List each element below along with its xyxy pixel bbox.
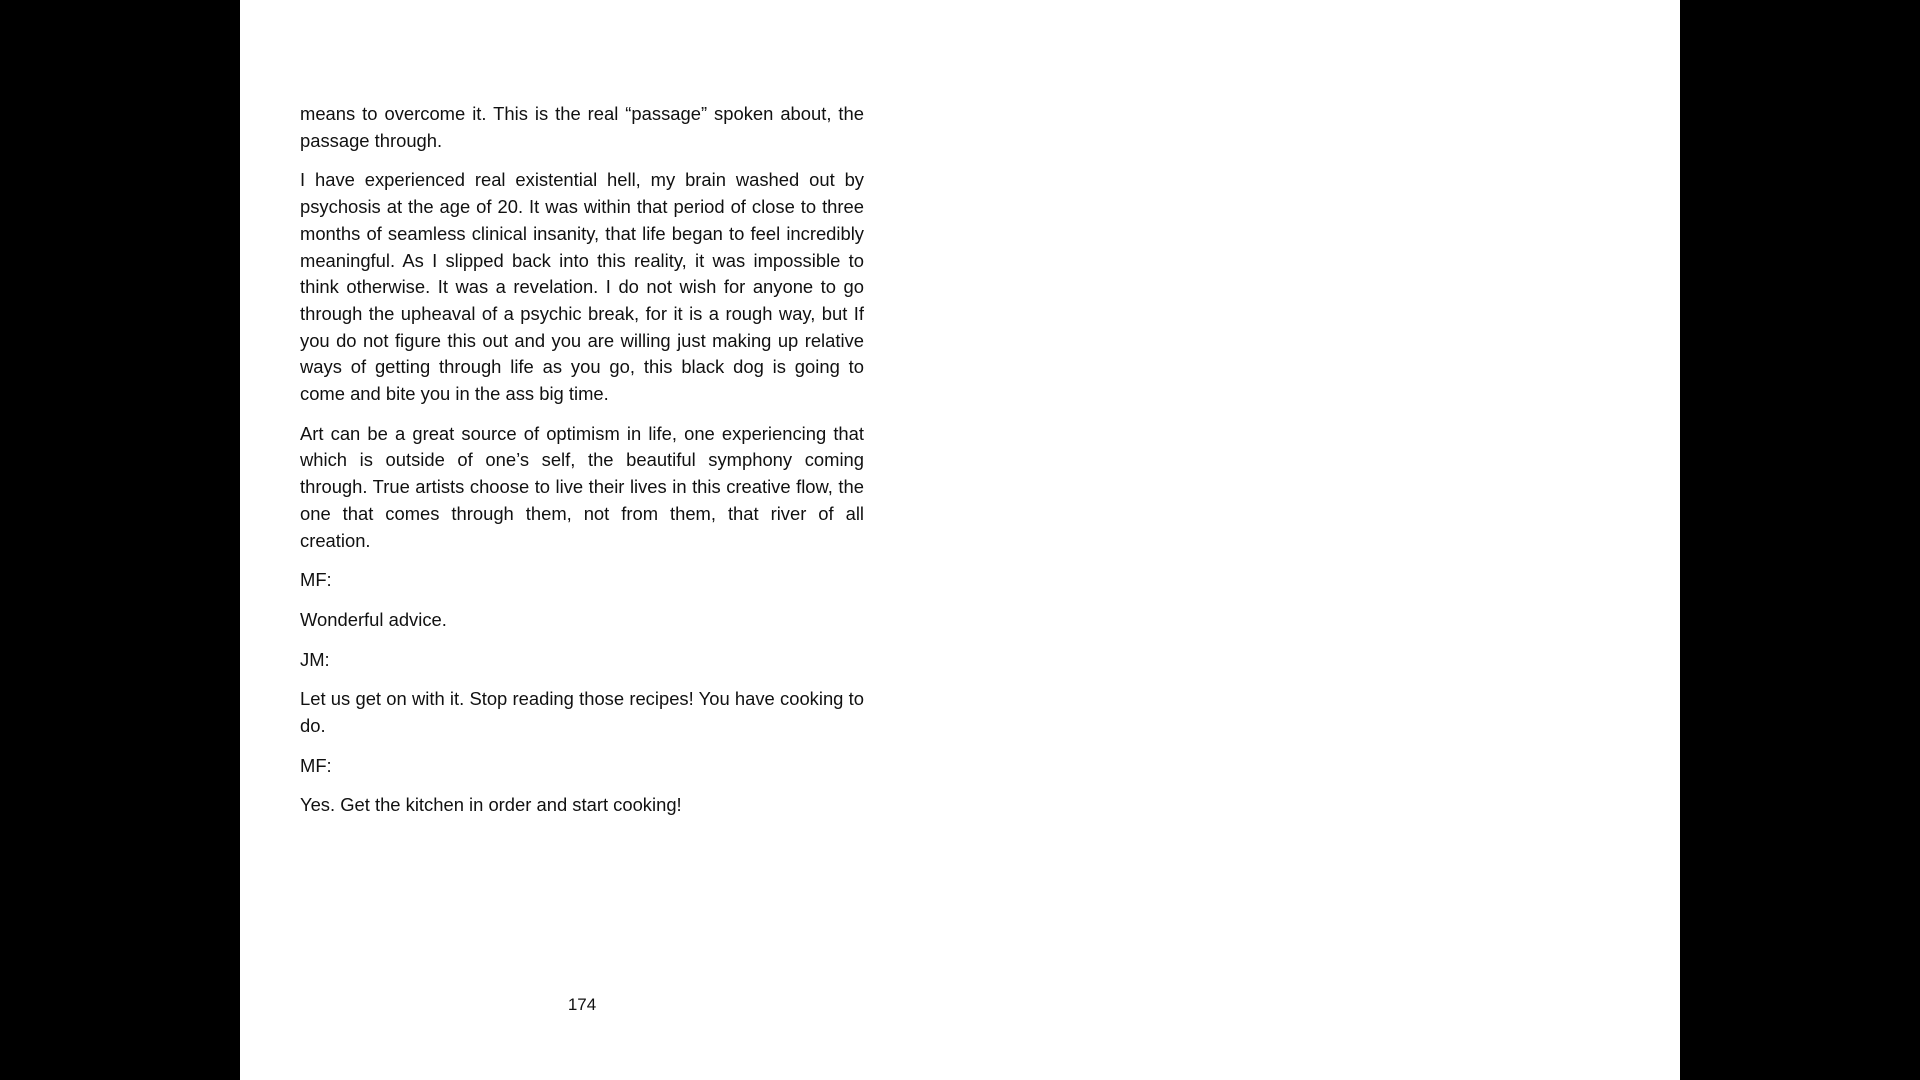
speaker-label-mf: MF:: [300, 569, 332, 591]
paragraph-passage: means to overcome it. This is the real “passage” spoken about, the passage through.: [300, 103, 864, 151]
page-text-column: [300, 101, 864, 832]
paragraph-art-optimism: Art can be a great source of optimism in life, one experiencing that which is outside of one’s self, the beautiful symphony coming through. True artists choose to live their lives in this creative flow, the one that comes through them, not from them, that river of all creation.: [300, 422, 864, 551]
paragraph-get-on-with-it: Let us get on with it. Stop reading those recipes! You have cooking to do.: [300, 688, 864, 737]
page-number: 174: [567, 995, 597, 1014]
paragraph-start-cooking: Yes. Get the kitchen in order and start cooking!: [300, 794, 682, 816]
speaker-label-mf: MF:: [300, 754, 332, 776]
speaker-label-jm: JM:: [300, 648, 330, 670]
paragraph-existential-hell: I have experienced real existential hell, my brain washed out by psychosis at the age of 20. It was within that period of close to three months of seamless clinical insanity, that life began to feel incredibly meaningful. As I slipped back into this reality, it was impossible to think otherwise. It was a revelation. I do not wish for anyone to go through the upheaval of a psychic break, for it is a rough way, but If you do not figure this out and you are willing just making up relative ways of getting through life as you go, this black dog is going to come and bite you in the ass big time.: [300, 169, 864, 405]
paragraph-wonderful-advice: Wonderful advice.: [300, 608, 447, 630]
document-page: [240, 0, 1680, 1080]
